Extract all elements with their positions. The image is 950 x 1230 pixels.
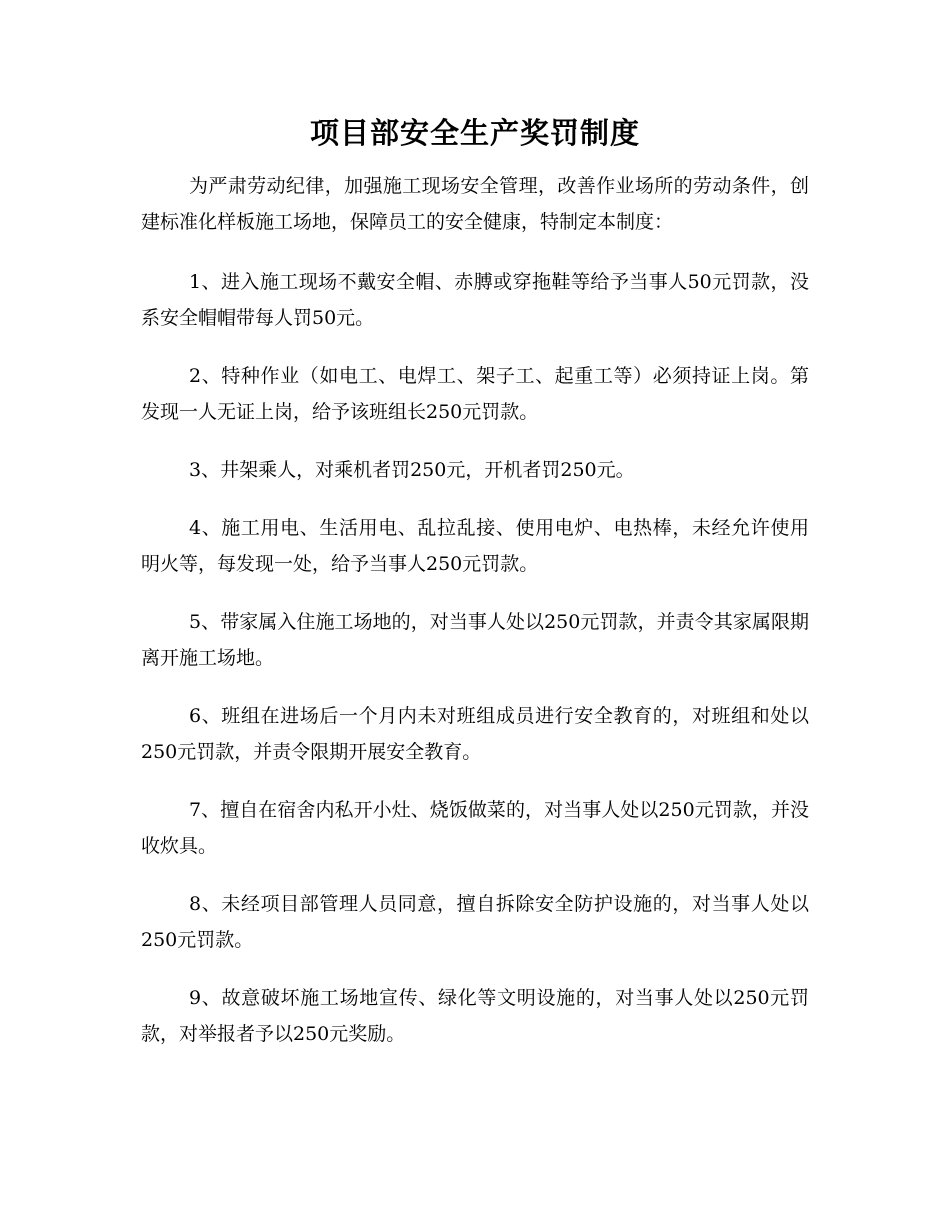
rule-paragraph-5: 5、带家属入住施工场地的，对当事人处以250元罚款，并责令其家属限期离开施工场地。 [141, 611, 809, 669]
intro-paragraph: 为严肃劳动纪律，加强施工现场安全管理，改善作业场所的劳动条件，创建标准化样板施工场地，保障员工的安全健康，特制定本制度： [141, 175, 809, 233]
rule-paragraph-7: 7、擅自在宿舍内私开小灶、烧饭做菜的，对当事人处以250元罚款，并没收炊具。 [141, 799, 809, 857]
rule-paragraph-3: 3、井架乘人，对乘机者罚250元，开机者罚250元。 [189, 459, 635, 481]
rule-paragraph-4: 4、施工用电、生活用电、乱拉乱接、使用电炉、电热棒，未经允许使用明火等，每发现一处，给予当事人250元罚款。 [141, 517, 809, 575]
rule-paragraph-9: 9、故意破坏施工场地宣传、绿化等文明设施的，对当事人处以250元罚款，对举报者予以250元奖励。 [141, 987, 809, 1045]
rule-paragraph-8: 8、未经项目部管理人员同意，擅自拆除安全防护设施的，对当事人处以250元罚款。 [141, 893, 809, 951]
rule-paragraph-6: 6、班组在进场后一个月内未对班组成员进行安全教育的，对班组和处以250元罚款，并责令限期开展安全教育。 [141, 705, 809, 763]
document-title: 项目部安全生产奖罚制度 [309, 116, 640, 150]
document-body [141, 168, 809, 1074]
rule-paragraph-1: 1、进入施工现场不戴安全帽、赤膊或穿拖鞋等给予当事人50元罚款，没系安全帽帽带每人罚50元。 [141, 271, 809, 329]
rule-paragraph-2: 2、特种作业（如电工、电焊工、架子工、起重工等）必须持证上岗。第发现一人无证上岗，给予该班组长250元罚款。 [141, 365, 809, 423]
